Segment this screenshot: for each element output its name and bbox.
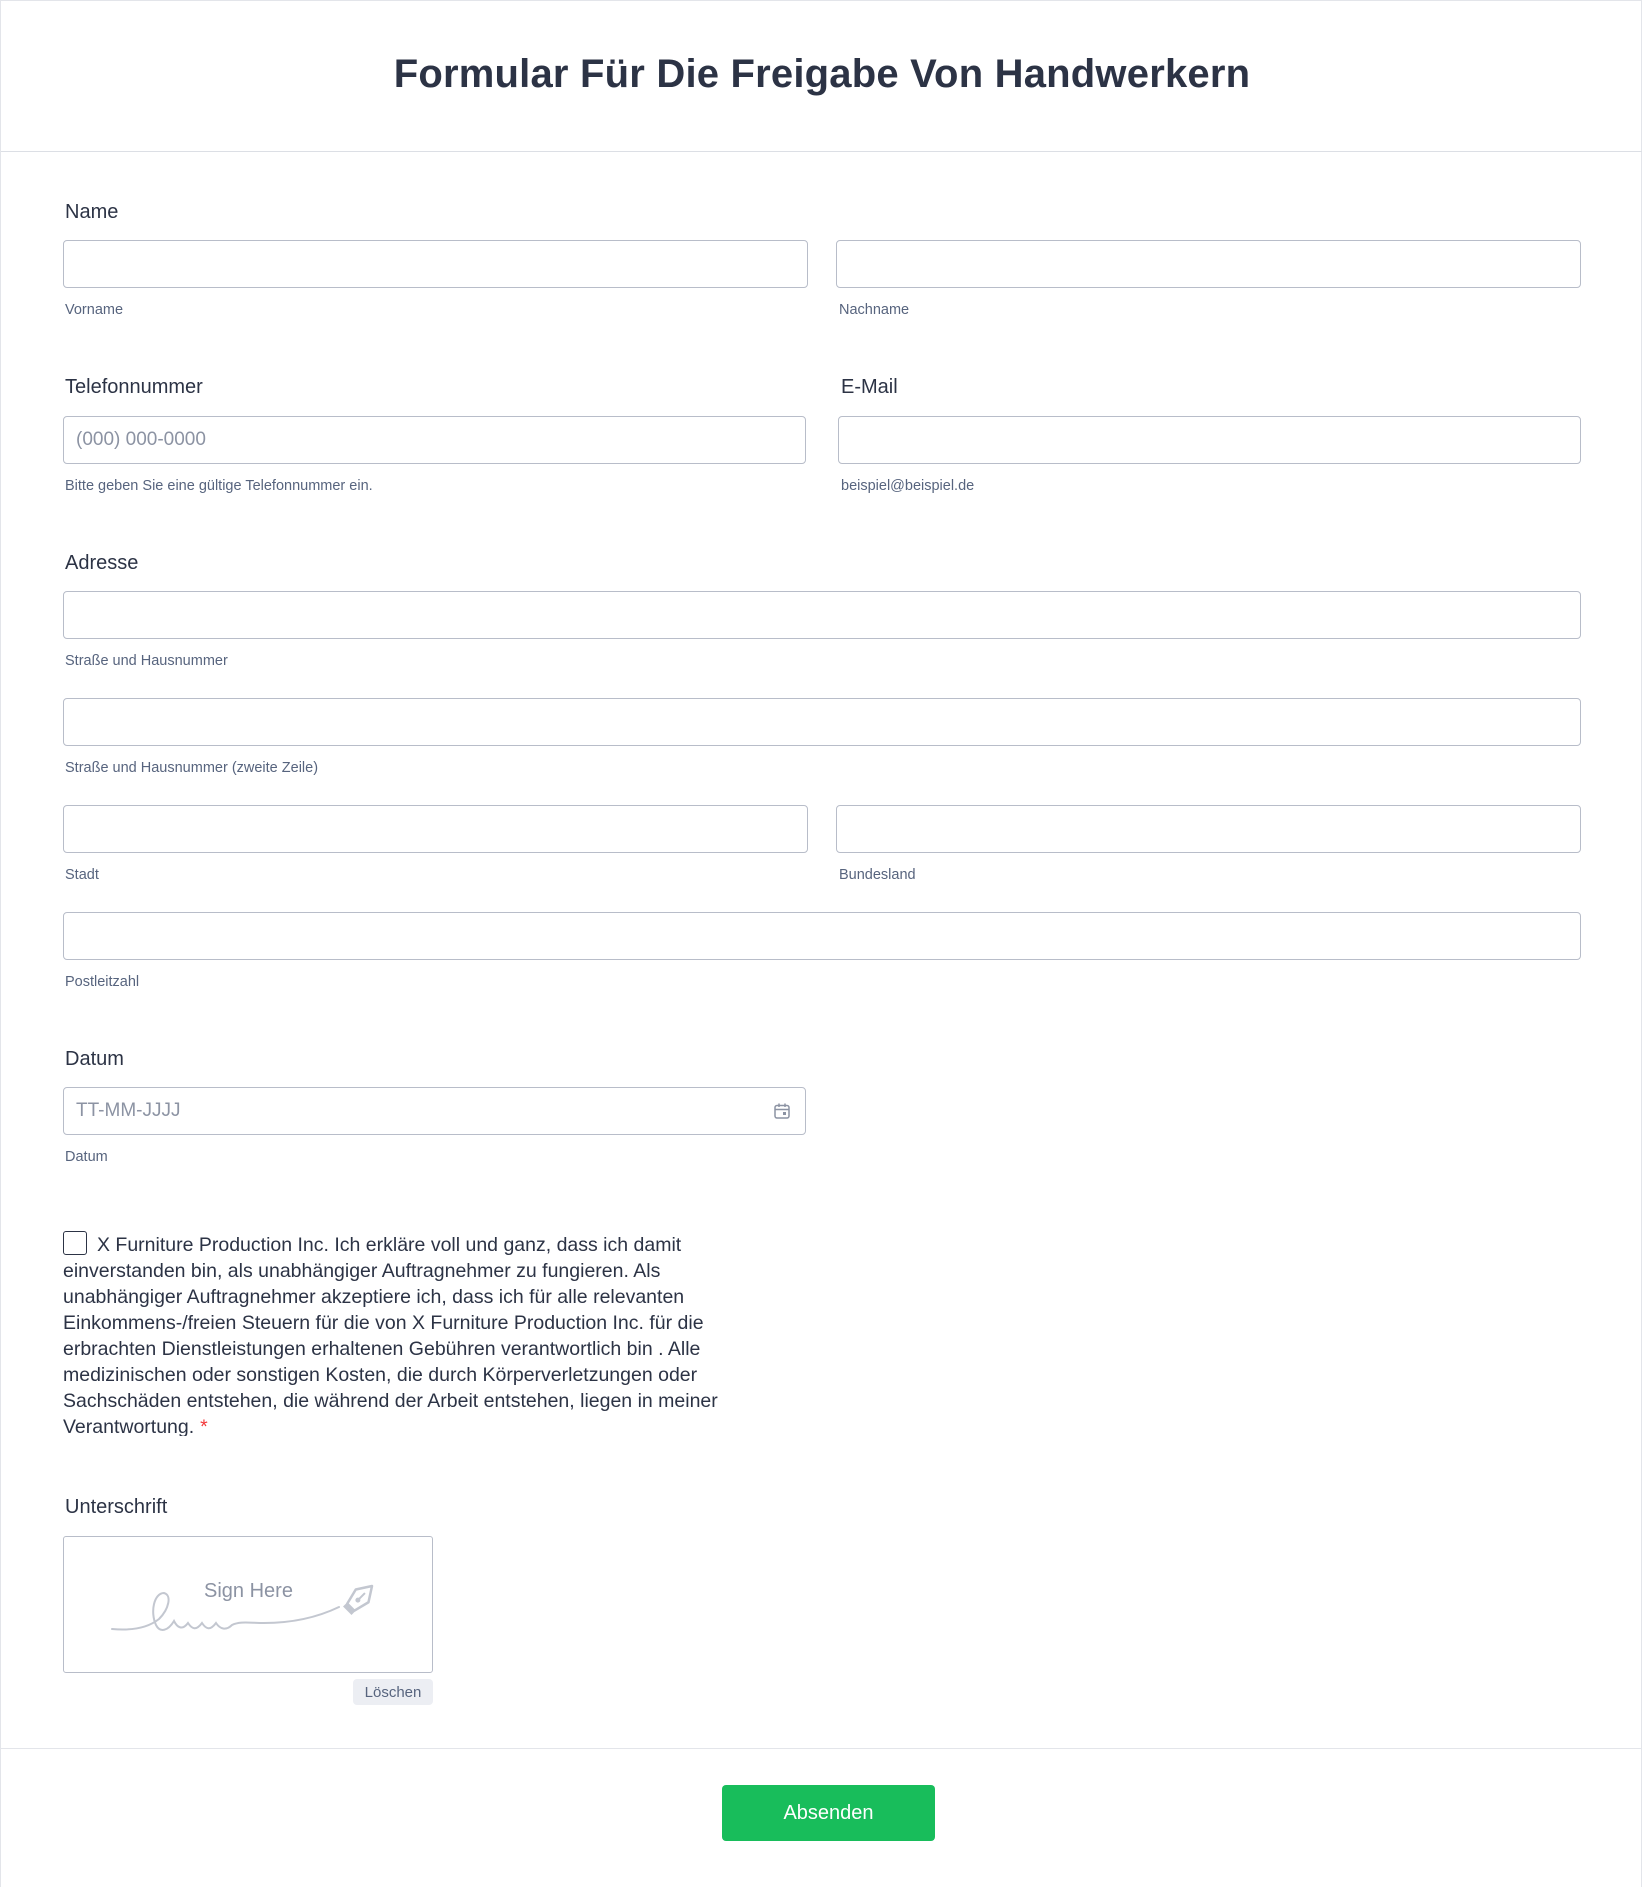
email-input[interactable] — [838, 416, 1581, 464]
phone-input[interactable] — [63, 416, 806, 464]
form-title: Formular Für Die Freigabe Von Handwerkern — [393, 52, 1251, 96]
pen-nib-icon — [339, 1577, 381, 1619]
last-name-input[interactable] — [836, 240, 1581, 288]
street-sublabel: Straße und Hausnummer — [65, 653, 228, 669]
city-input[interactable] — [63, 805, 808, 853]
first-name-input[interactable] — [63, 240, 808, 288]
consent-checkbox[interactable] — [63, 1231, 87, 1255]
signature-hint: Sign Here — [204, 1580, 293, 1602]
first-name-sublabel: Vorname — [65, 302, 124, 318]
consent-block — [63, 1231, 763, 1436]
phone-sublabel: Bitte geben Sie eine gültige Telefonnummer ein. — [65, 478, 373, 494]
submit-button[interactable]: Absenden — [722, 1785, 935, 1841]
zip-sublabel: Postleitzahl — [65, 974, 140, 990]
required-mark: * — [200, 1416, 208, 1436]
street2-input[interactable] — [63, 698, 1581, 746]
clear-signature-button[interactable]: Löschen — [353, 1679, 433, 1705]
signature-label: Unterschrift — [65, 1496, 168, 1518]
date-sublabel: Datum — [65, 1149, 108, 1165]
date-input[interactable] — [63, 1087, 806, 1135]
calendar-icon[interactable] — [773, 1102, 791, 1120]
address-label: Adresse — [65, 552, 139, 574]
name-label: Name — [65, 201, 119, 223]
email-label: E-Mail — [841, 376, 898, 398]
state-input[interactable] — [836, 805, 1581, 853]
street2-sublabel: Straße und Hausnummer (zweite Zeile) — [65, 760, 319, 776]
phone-label: Telefonnummer — [65, 376, 203, 398]
footer-divider — [1, 1748, 1642, 1749]
last-name-sublabel: Nachname — [839, 302, 910, 318]
email-sublabel: beispiel@beispiel.de — [841, 478, 975, 494]
consent-text: X Furniture Production Inc. Ich erkläre voll und ganz, dass ich damit einverstanden bin, als unabhängiger Auftragnehmer zu fungieren. Als unabhängiger Auftragnehmer akzeptiere ich, dass ich für alle relevanten Einkommens-/freien Steuern für die von X Furniture Production Inc. für die erbrachten Dienstleistungen erhaltenen Gebühren verantwortlich bin . Alle medizinischen oder sonstigen Kosten, die durch Körperverletzungen oder Sachschäden entstehen, die während der Arbeit entstehen, liegen in meiner Verantwortung. — [63, 1234, 718, 1436]
date-label: Datum — [65, 1048, 124, 1070]
city-sublabel: Stadt — [65, 867, 99, 883]
zip-input[interactable] — [63, 912, 1581, 960]
street-input[interactable] — [63, 591, 1581, 639]
form-header — [1, 1, 1642, 152]
state-sublabel: Bundesland — [839, 867, 916, 883]
signature-pad[interactable] — [63, 1536, 433, 1673]
